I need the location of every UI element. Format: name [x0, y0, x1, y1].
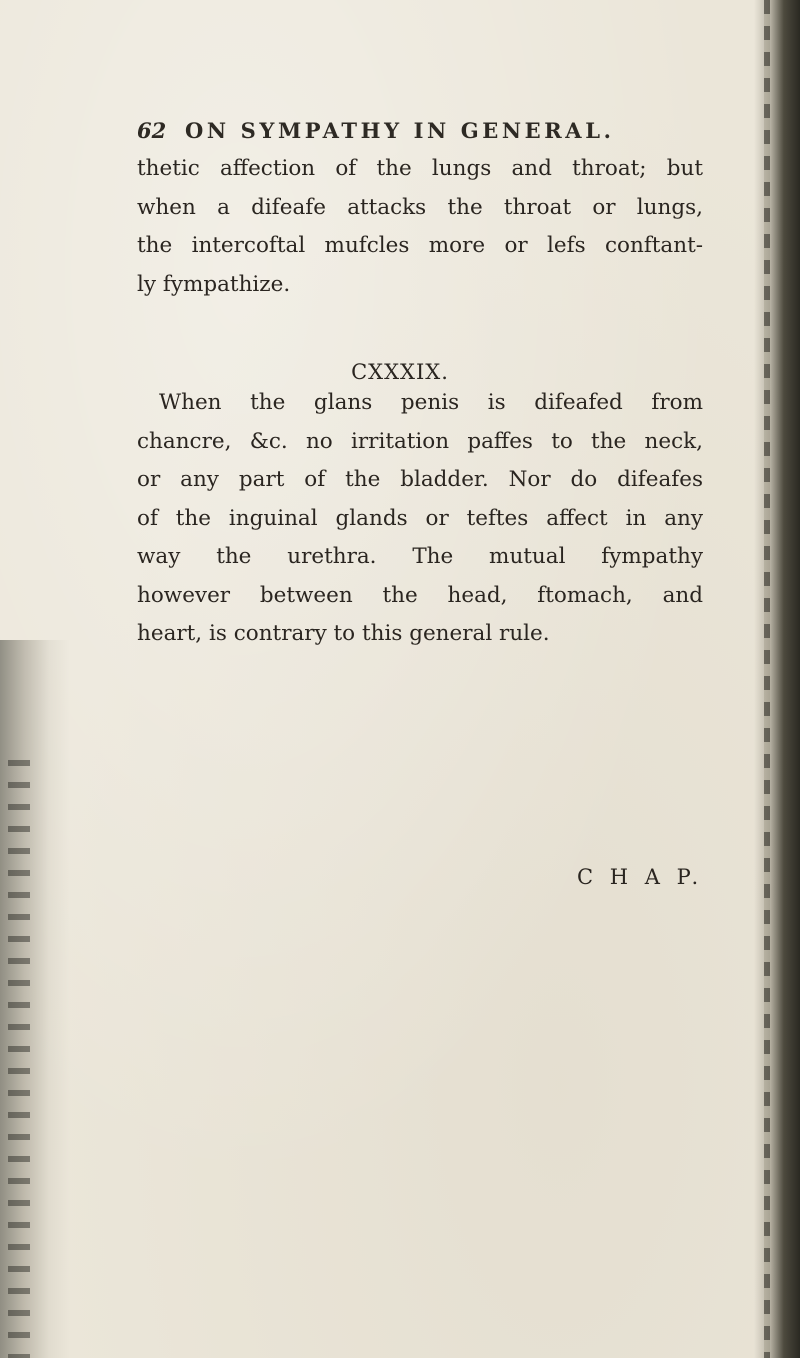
text-line: however between the head, ftomach, and: [137, 582, 703, 608]
text-line: thetic affection of the lungs and throat; but: [137, 156, 703, 181]
text-line: of the inguinal glands or teftes affect in any: [137, 505, 703, 531]
binding-edge-right: [754, 0, 800, 1358]
text-line: chancre, &c. no irritation paffes to the neck,: [137, 428, 703, 454]
paragraph-2: [137, 384, 703, 654]
binding-shadow-left: [0, 640, 70, 1358]
text-line: way the urethra. The mutual fympathy: [137, 544, 703, 569]
text-line: When the glans penis is difeafed from: [159, 390, 703, 415]
text-line: ly fympathize.: [137, 271, 291, 297]
running-head: [137, 118, 697, 143]
catchword: C H A P.: [577, 865, 704, 889]
page-number: 62: [137, 118, 167, 143]
text-line: when a difeafe attacks the throat or lungs,: [137, 194, 703, 220]
paragraph-1: [137, 150, 703, 304]
running-head-title: ON SYMPATHY IN GENERAL.: [185, 118, 615, 143]
text-line: heart, is contrary to this general rule.: [137, 621, 550, 646]
text-line: or any part of the bladder. Nor do difeafes: [137, 467, 703, 492]
section-number: CXXXIX.: [351, 360, 449, 384]
text-line: the intercoftal mufcles more or lefs conftant-: [137, 233, 703, 258]
